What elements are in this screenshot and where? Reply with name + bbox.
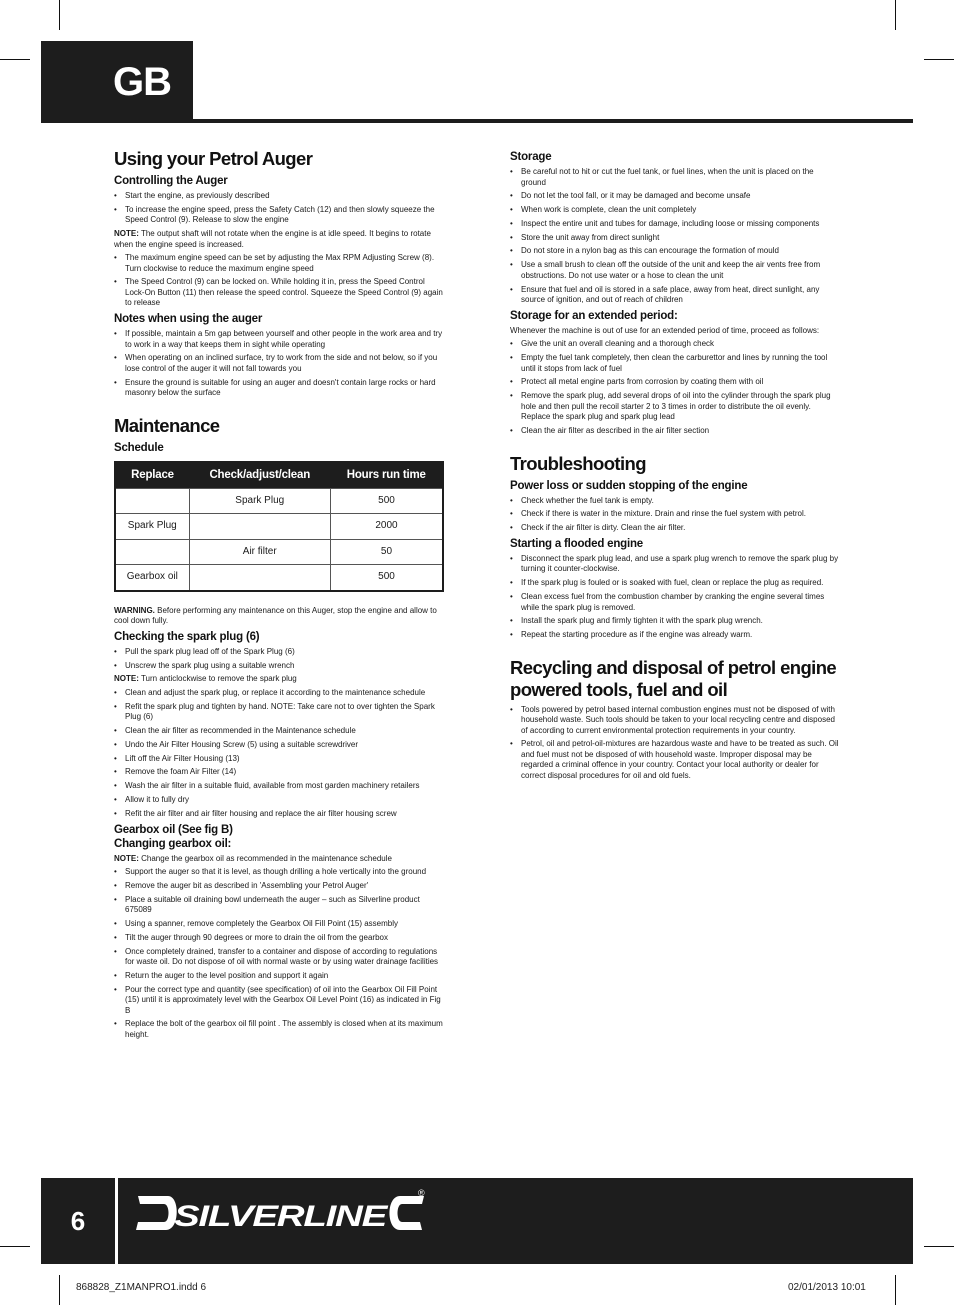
table-cell: [115, 539, 189, 565]
note-text: Turn anticlockwise to remove the spark plug: [138, 674, 297, 684]
logo-left-swoosh: [136, 1196, 177, 1230]
table-cell: [115, 488, 189, 514]
table-header-row: [115, 462, 443, 489]
list-item: • Ensure the ground is suitable for using an auger and doesn't contain large rocks or hard masonry below the surface: [114, 378, 446, 399]
list-item: • Clean the air filter as recommended in the Maintenance schedule: [114, 726, 446, 737]
bullet-list-controlling-1: [114, 191, 446, 226]
list-item: • Wash the air filter in a suitable fluid, available from most garden machinery retailers: [114, 781, 446, 792]
section-title-troubleshooting: Troubleshooting: [510, 452, 646, 474]
list-item: • Tools powered by petrol based internal combustion engines must not be disposed of with household waste. Such tools should be taken to your local recycling centre and disposed of according to current environmental protection requirements in your country.: [510, 705, 840, 737]
bullet-list-gearbox: [114, 867, 446, 1040]
bullet-list-notes: [114, 329, 446, 399]
table-cell: 50: [330, 539, 443, 565]
table-cell: 2000: [330, 514, 443, 540]
list-item: • Do not store in a nylon bag as this can encourage the formation of mould: [510, 246, 840, 257]
crop-mark: [0, 59, 30, 60]
table-cell: Spark Plug: [115, 514, 189, 540]
list-item: • Check if there is water in the mixture. Drain and rinse the fuel system with petrol.: [510, 509, 840, 520]
bullet-list-extended: [510, 339, 840, 436]
warning-label: WARNING.: [114, 605, 155, 615]
list-item: • Once completely drained, transfer to a container and dispose of according to regulations for waste oil. Do not dispose of oil with normal waste or by using water drainage facilities: [114, 947, 446, 968]
list-item: • Lift off the Air Filter Housing (13): [114, 754, 446, 765]
list-item: • Clean the air filter as described in the air filter section: [510, 426, 840, 437]
list-item: • Replace the bolt of the gearbox oil fill point . The assembly is closed when at its maximum height.: [114, 1019, 446, 1040]
silverline-logo: [128, 1184, 428, 1240]
list-item: • Clean and adjust the spark plug, or replace it according to the maintenance schedule: [114, 688, 446, 699]
table-row: [115, 539, 443, 565]
list-item: • The maximum engine speed can be set by adjusting the Max RPM Adjusting Screw (8). Turn clockwise to reduce the maximum engine speed: [114, 253, 446, 274]
list-item: • Remove the spark plug, add several drops of oil into the cylinder through the spark plug hole and then pull the recoil starter 2 to 3 times in order to distribute the oil evenly. Replace the spark plug and spark plug lead: [510, 391, 840, 423]
list-item: • Disconnect the spark plug lead, and use a spark plug wrench to remove the spark plug by turning it counter-clockwise.: [510, 554, 840, 575]
list-item: • Install the spark plug and firmly tighten it with the spark plug wrench.: [510, 616, 840, 627]
list-item: • Protect all metal engine parts from corrosion by coating them with oil: [510, 377, 840, 388]
note-gearbox: [114, 854, 446, 865]
table-cell: [189, 565, 330, 591]
list-item: • Be careful not to hit or cut the fuel tank, or fuel lines, when the unit is placed on the ground: [510, 167, 840, 188]
list-item: • Empty the fuel tank completely, then clean the carburettor and lines by running the tool until it stops from lack of fuel: [510, 353, 840, 374]
note-label: NOTE:: [114, 853, 139, 863]
list-item: • Use a small brush to clean off the outside of the unit and keep the air vents free from obstructions. Do not use water or a hose to clean the unit: [510, 260, 840, 281]
warning-paragraph: [114, 606, 446, 627]
bullet-list-power-loss: [510, 496, 840, 534]
crop-mark: [59, 0, 60, 30]
list-item: • Remove the foam Air Filter (14): [114, 767, 446, 778]
bullet-list-recycling: [510, 705, 840, 782]
note-text: Change the gearbox oil as recommended in the maintenance schedule: [138, 853, 392, 863]
column-header-replace: Replace: [115, 462, 189, 489]
heading-spark-plug: Checking the spark plug (6): [114, 630, 260, 643]
maintenance-schedule-table: [114, 461, 444, 592]
list-item: • Remove the auger bit as described in 'Assembling your Petrol Auger': [114, 881, 446, 892]
extended-intro: Whenever the machine is out of use for an extended period of time, proceed as follows:: [510, 325, 820, 335]
language-tab: GB: [41, 41, 193, 123]
list-item: • If the spark plug is fouled or is soaked with fuel, clean or replace the plug as required.: [510, 578, 840, 589]
list-item: • Place a suitable oil draining bowl underneath the auger – such as Silverline product 675089: [114, 895, 446, 916]
list-item: • When work is complete, clean the unit completely: [510, 205, 840, 216]
list-item: • Inspect the entire unit and tubes for damage, including loose or missing components: [510, 219, 840, 230]
list-item: • Undo the Air Filter Housing Screw (5) using a suitable screwdriver: [114, 740, 446, 751]
bullet-list-flooded: [510, 554, 840, 641]
note-label: NOTE:: [114, 229, 139, 239]
list-item: • Refit the spark plug and tighten by hand. NOTE: Take care not to over tighten the Spark Plug (6): [114, 702, 446, 723]
table-cell: 500: [330, 565, 443, 591]
heading-gearbox-oil: Gearbox oil (See fig B): [114, 823, 233, 836]
list-item: • Give the unit an overall cleaning and a thorough check: [510, 339, 840, 350]
logo-right-swoosh: [390, 1196, 425, 1230]
column-header-hours: Hours run time: [330, 462, 443, 489]
left-column: [114, 148, 446, 1044]
footer-divider: [115, 1178, 118, 1264]
bullet-list-spark-2: [114, 688, 446, 819]
heading-storage: Storage: [510, 151, 552, 163]
list-item: • Refit the air filter and air filter housing and replace the air filter housing screw: [114, 809, 446, 820]
list-item: • Petrol, oil and petrol-oil-mixtures are hazardous waste and have to be treated as such. Oil and fuel must not be disposed of with household waste. Improper disposal may be regarded a criminal offence in your country. Contact your local authority or dealer for correct disposal procedures for oil and old fuels.: [510, 739, 840, 781]
heading-power-loss: Power loss or sudden stopping of the engine: [510, 479, 748, 492]
registered-mark: ®: [418, 1188, 425, 1198]
table-row: [115, 565, 443, 591]
list-item: • To increase the engine speed, press the Safety Catch (12) and then slowly squeeze the Speed Control (9). Release to slow the engine: [114, 205, 446, 226]
list-item: • Using a spanner, remove completely the Gearbox Oil Fill Point (15) assembly: [114, 919, 446, 930]
note-label: NOTE:: [114, 674, 139, 684]
crop-mark: [895, 0, 896, 30]
section-title-recycling: Recycling and disposal of petrol engine powered tools, fuel and oil: [510, 656, 837, 700]
list-item: • Unscrew the spark plug using a suitable wrench: [114, 661, 446, 672]
table-cell: [189, 514, 330, 540]
header-rule: [193, 119, 913, 123]
heading-controlling: Controlling the Auger: [114, 175, 228, 187]
heading-flooded-engine: Starting a flooded engine: [510, 537, 644, 550]
crop-mark: [0, 1246, 30, 1247]
list-item: • Support the auger so that it is level, as though drilling a hole vertically into the ground: [114, 867, 446, 878]
bullet-list-spark-1: [114, 647, 446, 671]
list-item: • Tilt the auger through 90 degrees or more to drain the oil from the gearbox: [114, 933, 446, 944]
section-title-maintenance: Maintenance: [114, 414, 220, 436]
list-item: • Ensure that fuel and oil is stored in a safe place, away from heat, direct sunlight, any source of ignition, and out of reach of children: [510, 285, 840, 306]
list-item: • Do not let the tool fall, or it may be damaged and become unsafe: [510, 191, 840, 202]
crop-mark: [59, 1275, 60, 1305]
list-item: • When operating on an inclined surface, try to work from the side and not below, so if you lose control of the auger it will not fall towards you: [114, 353, 446, 374]
table-row: [115, 514, 443, 540]
list-item: • If possible, maintain a 5m gap between yourself and other people in the work area and try to work in a way that keeps them in sight while operating: [114, 329, 446, 350]
heading-extended-storage: Storage for an extended period:: [510, 309, 678, 322]
page-number: 6: [70, 1206, 86, 1236]
crop-mark: [924, 59, 954, 60]
table-cell: Air filter: [189, 539, 330, 565]
logo-wordmark: SILVERLINE: [174, 1200, 389, 1233]
warning-text: Before performing any maintenance on this Auger, stop the engine and allow to cool down fully.: [114, 605, 437, 626]
heading-notes: Notes when using the auger: [114, 313, 263, 326]
table-row: [115, 488, 443, 514]
bullet-list-storage: [510, 167, 840, 306]
list-item: • Clean excess fuel from the combustion chamber by cranking the engine several times while the spark plug is removed.: [510, 592, 840, 613]
list-item: • Repeat the starting procedure as if the engine was already warm.: [510, 630, 840, 641]
table-cell: 500: [330, 488, 443, 514]
list-item: • Store the unit away from direct sunlight: [510, 233, 840, 244]
slug-file-info: 868828_Z1MANPRO1.indd 6: [76, 1282, 207, 1293]
list-item: • Check whether the fuel tank is empty.: [510, 496, 840, 507]
column-header-check: Check/adjust/clean: [189, 462, 330, 489]
heading-schedule: Schedule: [114, 441, 164, 454]
slug-date: 02/01/2013 10:01: [788, 1282, 866, 1293]
crop-mark: [924, 1246, 954, 1247]
list-item: • Allow it to fully dry: [114, 795, 446, 806]
section-title-using: Using your Petrol Auger: [114, 148, 313, 169]
bullet-list-controlling-2: [114, 253, 446, 309]
note-anticlockwise: [114, 674, 446, 685]
list-item: • Return the auger to the level position and support it again: [114, 971, 446, 982]
crop-mark: [895, 1275, 896, 1305]
list-item: • The Speed Control (9) can be locked on. While holding it in, press the Speed Control Lock-On Button (11) then release the speed control. Squeeze the Speed Control (9) again to release: [114, 277, 446, 309]
table-cell: Gearbox oil: [115, 565, 189, 591]
list-item: • Check if the air filter is dirty. Clean the air filter.: [510, 523, 840, 534]
right-column: [510, 148, 840, 785]
list-item: • Pull the spark plug lead off of the Spark Plug (6): [114, 647, 446, 658]
note-idle-speed: [114, 229, 446, 250]
heading-changing-gearbox-oil: Changing gearbox oil:: [114, 837, 232, 850]
list-item: • Pour the correct type and quantity (see specification) of oil into the Gearbox Oil Fill Point (15) until it is approximately level with the Gearbox Oil Level Point (16) as indicated in Fig B: [114, 985, 446, 1017]
list-item: • Start the engine, as previously described: [114, 191, 446, 202]
table-cell: Spark Plug: [189, 488, 330, 514]
note-text: The output shaft will not rotate when the engine is at idle speed. It begins to rotate when the engine speed is increased.: [114, 229, 431, 249]
